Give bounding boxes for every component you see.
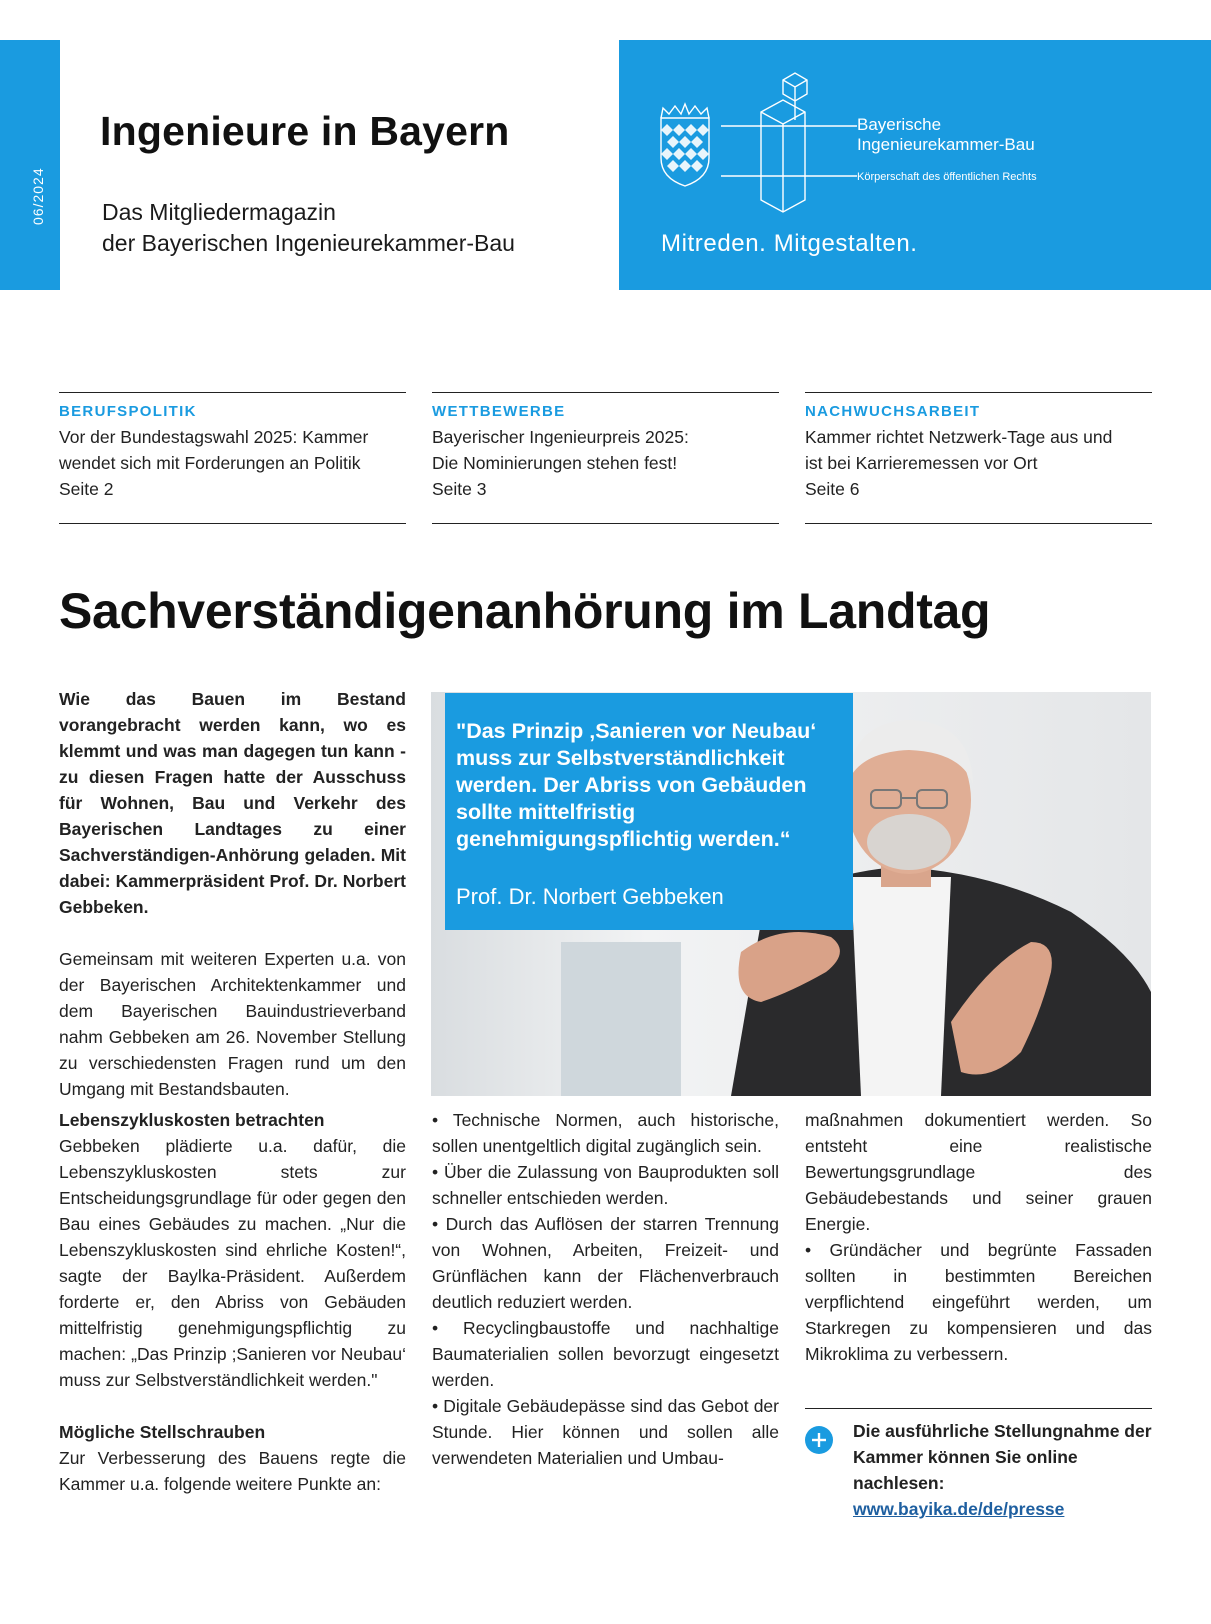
crest-crown-icon xyxy=(661,104,709,118)
info-text: Die ausführliche Stellungnahme der Kammer können Sie online nachlesen: xyxy=(853,1421,1152,1493)
magazine-subtitle-line: Das Mitgliedermagazin xyxy=(102,199,336,225)
press-link[interactable]: www.bayika.de/de/presse xyxy=(853,1499,1065,1519)
article-column-2 xyxy=(432,1107,779,1471)
teaser-line: Die Nominierungen stehen fest! xyxy=(432,453,678,473)
teaser-page: Seite 2 xyxy=(59,479,114,499)
pull-quote-text: "Das Prinzip ‚Sanieren vor Neubau‘ muss zur Selbstverständlichkeit werden. Der Abriss von Gebäuden sollte mittelfristig genehmigungspflichtig werden.“ xyxy=(456,719,817,851)
teaser-category: BERUFSPOLITIK xyxy=(59,403,197,420)
chamber-logo-icon xyxy=(657,60,857,220)
bullet-item: • Digitale Gebäudepässe sind das Gebot der Stunde. Hier können und sollen alle verwendeten Materialien und Umbau- xyxy=(432,1396,779,1468)
article-column-3 xyxy=(805,1107,1152,1367)
teaser-line: ist bei Karrieremessen vor Ort xyxy=(805,453,1038,473)
teaser-line: Vor der Bundestagswahl 2025: Kammer xyxy=(59,427,369,447)
teaser-wettbewerbe[interactable] xyxy=(432,392,779,524)
article-column-1 xyxy=(59,686,406,1102)
section-text: Zur Verbesserung des Bauens regte die Kammer u.a. folgende weitere Punkte an: xyxy=(59,1448,406,1494)
section-heading: Lebenszykluskosten betrachten xyxy=(59,1110,325,1130)
teaser-page: Seite 6 xyxy=(805,479,860,499)
teaser-line: Kammer richtet Netzwerk-Tage aus und xyxy=(805,427,1113,447)
bullet-item: • Durch das Auflösen der starren Trennung von Wohnen, Arbeiten, Freizeit- und Grünflächen kann der Flächenverbrauch deutlich reduziert werden. xyxy=(432,1214,779,1312)
issue-number: 06/2024 xyxy=(30,167,46,225)
magazine-subtitle xyxy=(102,197,515,259)
teaser-text xyxy=(805,424,1152,502)
chamber-name xyxy=(857,115,1035,155)
teaser-line: Bayerischer Ingenieurpreis 2025: xyxy=(432,427,689,447)
bullet-item: • Über die Zulassung von Bauprodukten soll schneller entschieden werden. xyxy=(432,1162,779,1208)
bullet-continuation: maßnahmen dokumentiert werden. So entsteht eine realistische Bewertungsgrundlage des Gebäudebestands und seiner grauen Energie. xyxy=(805,1110,1152,1234)
issue-strip xyxy=(0,40,60,290)
pull-quote-box xyxy=(445,693,853,930)
bullet-item: • Recyclingbaustoffe und nachhaltige Baumaterialien sollen bevorzugt eingesetzt werden. xyxy=(432,1318,779,1390)
chamber-logo-panel xyxy=(619,40,1211,290)
section-heading: Mögliche Stellschrauben xyxy=(59,1422,266,1442)
teaser-page: Seite 3 xyxy=(432,479,487,499)
pull-quote-author: Prof. Dr. Norbert Gebbeken xyxy=(456,884,724,909)
bullet-item: • Gründächer und begrünte Fassaden sollten in bestimmten Bereichen verpflichtend eingeführt werden, um Starkregen zu kompensieren und das Mikroklima zu verbessern. xyxy=(805,1240,1152,1364)
chamber-name-line: Ingenieurekammer-Bau xyxy=(857,135,1035,154)
plus-icon xyxy=(805,1426,833,1454)
magazine-subtitle-line: der Bayerischen Ingenieurekammer-Bau xyxy=(102,230,515,256)
article-intro: Gemeinsam mit weiteren Experten u.a. von der Bayerischen Architektenkammer und dem Bayerischen Bauindustrieverband nahm Gebbeken am 26. November Stellung zu verschiedensten Fragen rund um den Umgang mit Bestandsbauten. xyxy=(59,949,406,1099)
article-headline: Sachverständigenanhörung im Landtag xyxy=(59,583,991,639)
teaser-line: wendet sich mit Forderungen an Politik xyxy=(59,453,361,473)
article-lead: Wie das Bauen im Bestand vorangebracht werden kann, wo es klemmt und was man dagegen tun kann - zu diesen Fragen hatte der Ausschuss für Wohnen, Bau und Verkehr des Bayerischen Landtages zu einer Sachverständigen-Anhörung geladen. Mit dabei: Kammerpräsident Prof. Dr. Norbert Gebbeken. xyxy=(59,689,406,917)
teaser-category: WETTBEWERBE xyxy=(432,403,566,420)
chamber-name-line: Bayerische xyxy=(857,115,942,134)
online-info-box xyxy=(805,1408,1152,1522)
article-column-1-lower xyxy=(59,1107,406,1497)
teaser-text xyxy=(432,424,779,502)
slogan: Mitreden. Mitgestalten. xyxy=(661,230,918,257)
magazine-title: Ingenieure in Bayern xyxy=(100,108,510,154)
teaser-category: NACHWUCHSARBEIT xyxy=(805,403,981,420)
chamber-legal-form: Körperschaft des öffentlichen Rechts xyxy=(857,171,1037,183)
teaser-nachwuchsarbeit[interactable] xyxy=(805,392,1152,524)
section-text: Gebbeken plädierte u.a. dafür, die Lebenszykluskosten stets zur Entscheidungsgrundlage für oder gegen den Bau eines Gebäudes zu machen. „Nur die Lebenszykluskosten sind ehrliche Kosten!“, sagte der Baylka-Präsident. Außerdem forderte er, den Abriss von Gebäuden mittelfristig genehmigungspflichtig zu machen: „Das Prinzip ;Sanieren vor Neubau‘ muss zur Selbstverständlichkeit werden." xyxy=(59,1136,406,1390)
teaser-text xyxy=(59,424,406,502)
teaser-berufspolitik[interactable] xyxy=(59,392,406,524)
bullet-item: • Technische Normen, auch historische, sollen unentgeltlich digital zugänglich sein. xyxy=(432,1110,779,1156)
